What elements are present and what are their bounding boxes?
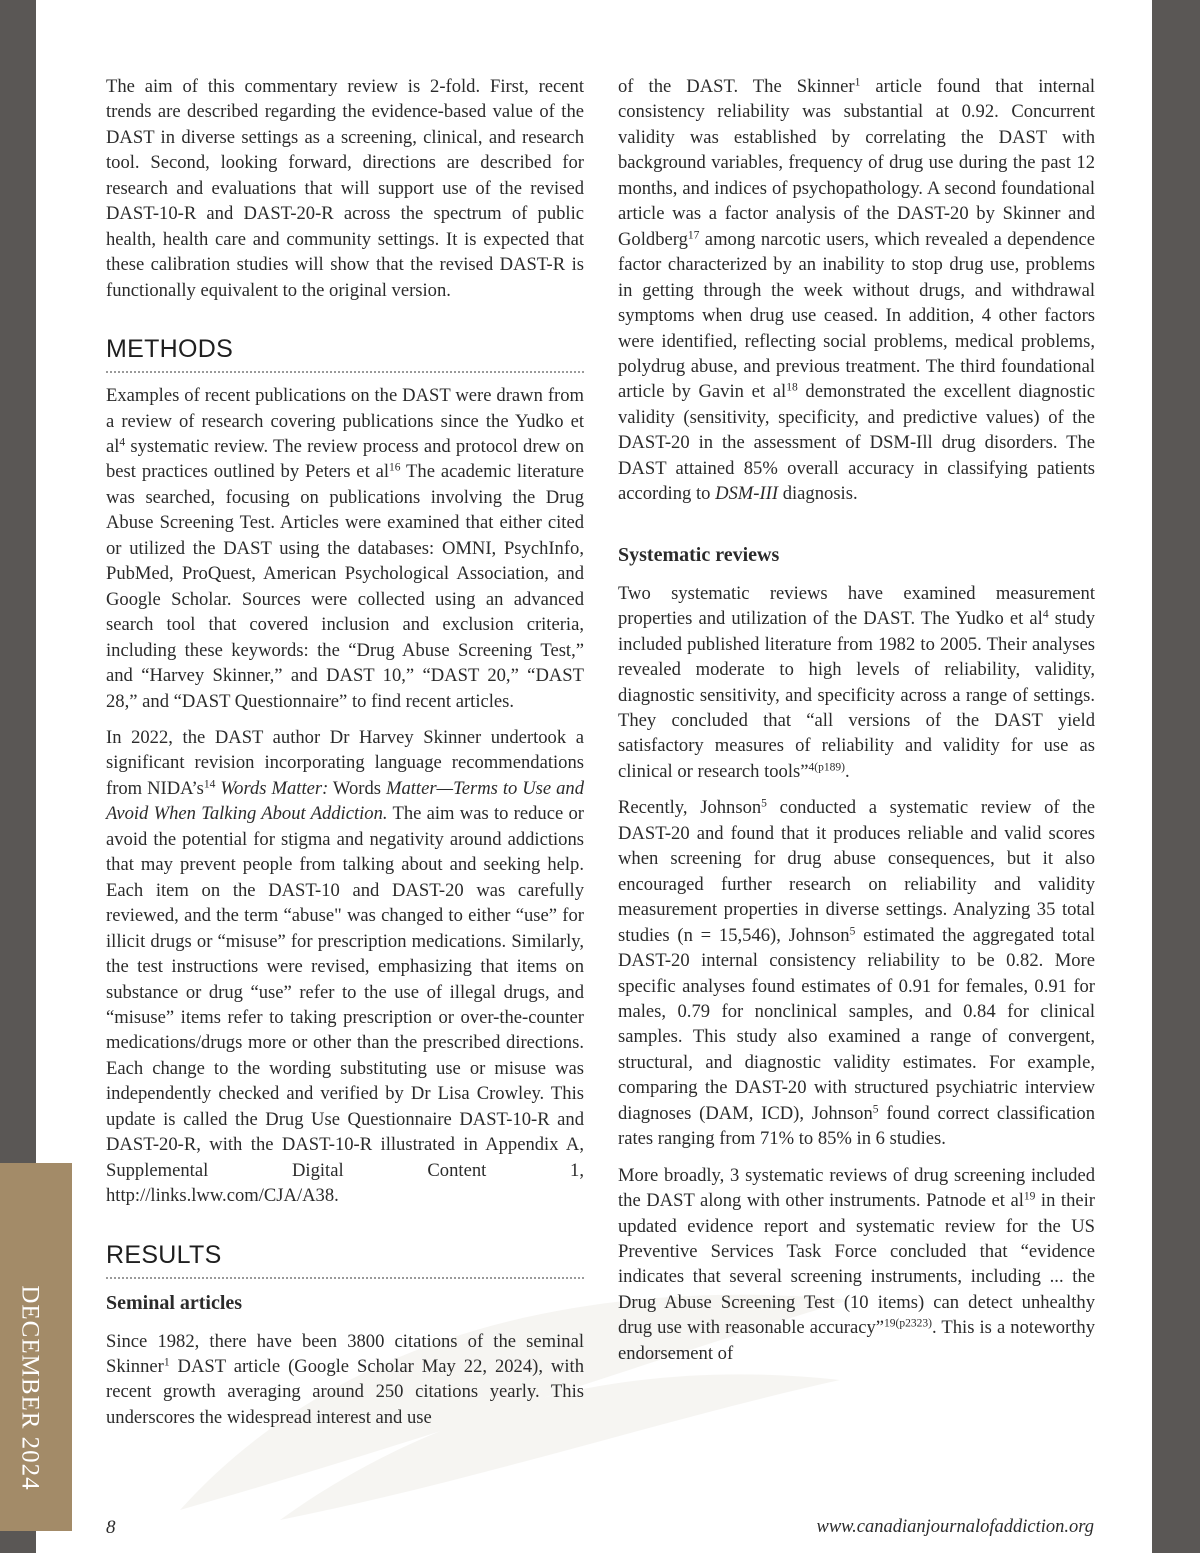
citation-ref: 1 <box>854 76 861 89</box>
citation-ref: 5 <box>761 798 767 810</box>
citation-ref: 5 <box>849 925 856 938</box>
citation-ref: 19 <box>1023 1190 1036 1203</box>
citation-ref: 18 <box>786 382 798 395</box>
citation-ref: 1 <box>163 1356 170 1369</box>
citation-ref: 17 <box>687 229 700 242</box>
citation-ref: 4(p189) <box>808 761 845 774</box>
systematic-reviews-heading: Systematic reviews <box>618 543 780 566</box>
methods-heading: METHODS <box>106 335 234 364</box>
results-heading: RESULTS <box>106 1240 222 1269</box>
seminal-articles-heading: Seminal articles <box>106 1291 243 1314</box>
citation-ref: 14 <box>203 778 216 791</box>
results-divider <box>106 1277 584 1279</box>
methods-paragraph-1: Examples of recent publications on the DAST were drawn from a review of research covering publications since the Yudko et $al^4$ systematic review. The review process and protocol drew on best practices outlined by Peters et $al^{16}$ The academic literature was searched, focusing on publications involving the Drug Abuse Screening Test. Articles were examined that either cited or utilized the DAST using the databases: OMNI, PsychInfo, PubMed, ProQuest, American Psychological Association, and Google Scholar. Sources were collected using an advanced search tool that covered inclusion and exclusion criteria, including these keywords: the “Drug Abuse Screening Test,” and “Harvey Skinner,” and DAST 10,” “DAST 20,” “DAST 28,” and “DAST Questionnaire” to find recent articles. <box>106 385 584 712</box>
citation-ref: 4 <box>1042 608 1049 621</box>
citation-ref: 16 <box>389 462 401 475</box>
citation-ref: 5 <box>872 1103 879 1116</box>
intro-paragraph: The aim of this commentary review is 2-fold. First, recent trends are described regarding the evidence-based value of the DAST in diverse settings as a screening, clinical, and research tool. Second, looking forward, directions are described for research and evaluations that will support use of the revised DAST-10-R and DAST-20-R across the spectrum of public health, health care and community settings. It is expected that these calibration studies will show that the revised DAST-R is functionally equivalent to the original version. <box>106 76 584 301</box>
systematic-reviews-paragraph-3: More broadly, 3 systematic reviews of drug screening included the DAST along with other instruments. Patnode et $al^{19}$ in their updated evidence report and systematic review for the US Preventive Services Task Force concluded that “evidence indicates that several screening instruments, including ... the Drug Abuse Screening Test (10 items) can detect unhealthy drug use with reasonable accuracy”$^{19(p2323)}$. This is a noteworthy endorsement of <box>618 1164 1095 1364</box>
systematic-reviews-paragraph-1: Two systematic reviews have examined measurement properties and utilization of the DAST. The Yudko et $al^4$ study included published literature from 1982 to 2005. Their analyses revealed moderate to high levels of reliability, validity, diagnostic sensitivity, and specificity across a range of settings. They concluded that “all versions of the DAST yield satisfactory measures of reliability and validity for use as clinical or research tools”$^{4(p189)}$. <box>618 582 1095 782</box>
journal-url[interactable]: www.canadianjournalofaddiction.org <box>816 1517 1094 1537</box>
methods-paragraph-2: In 2022, the DAST author Dr Harvey Skinner undertook a significant revision incorporating language recommendations from $NIDA’s^{14}$ Words Matter: Words Matter—Terms to Use and Avoid When Talking About Addiction. The aim was to reduce or avoid the potential for stigma and negativity around addictions that may prevent people from talking about and seeking help. Each item on the DAST-10 and DAST-20 was carefully reviewed, and the term “abuse" was changed to either “use” for illicit drugs or “misuse” for prescription medications. Similarly, the test instructions were revised, emphasizing that items on substance or drug “use” refer to the use of illegal drugs, and “misuse” items refer to taking prescription or over-the-counter medications/drugs more or other than the prescribed directions. Each change to the wording substituting use or misuse was independently checked and verified by Dr Lisa Crowley. This update is called the Drug Use Questionnaire DAST-10-R and DAST-20-R, with the DAST-10-R illustrated in Appendix A, Supplemental Digital Content 1, http://links.lww.com/CJA/A38. <box>106 726 585 1207</box>
citation-ref: 4 <box>119 436 126 449</box>
right-column <box>618 74 1095 1377</box>
issue-date-label <box>0 1258 60 1518</box>
page-number: 8 <box>106 1517 116 1538</box>
seminal-paragraph: Since 1982, there have been 3800 citations of the seminal Skinner$^1$ DAST article (Google Scholar May 22, 2024), with recent growth averaging around 250 citations yearly. This underscores the widespread interest and use <box>106 1330 584 1428</box>
foundational-articles-paragraph: of the DAST. The Skinner$^1$ article found that internal consistency reliability was substantial at 0.92. Concurrent validity was established by correlating the DAST with background variables, frequency of drug use during the past 12 months, and indices of psychopathology. A second foundational article was a factor analysis of the DAST-20 by Skinner and Goldberg$^{17}$ among narcotic users, which revealed a dependence factor characterized by an inability to stop drug use, problems in getting through the week without drugs, and withdrawal symptoms when drug use ceased. In addition, 4 other factors were identified, reflecting social problems, medical problems, polydrug abuse, and previous treatment. The third foundational article by Gavin et $al^{18}$ demonstrated the excellent diagnostic validity (sensitivity, specificity, and predictive values) of the DAST-20 in the assessment of DSM-Ill drug disorders. The DAST attained 85% overall accuracy in classifying patients according to DSM-III diagnosis. <box>618 76 1095 505</box>
citation-ref: 19(p2323) <box>884 1318 932 1331</box>
systematic-reviews-paragraph-2: Recently, Johnson$^5$ conducted a systematic review of the DAST-20 and found that it produces reliable and valid scores when screening for drug abuse consequences, but it also encouraged further research on reliability and validity measurement properties in diverse settings. Analyzing 35 total studies (n = 15,546), Johnson$^5$ estimated the aggregated total DAST-20 internal consistency reliability to be 0.82. More specific analyses found estimates of 0.91 for females, 0.91 for males, 0.79 for nonclinical samples, and 0.84 for clinical samples. This study also examined a range of convergent, structural, and diagnostic validity estimates. For example, comparing the DAST-20 with structured psychiatric interview diagnoses (DAM, ICD), Johnson$^5$ found correct classification rates ranging from 71% to 85% in 6 studies. <box>618 797 1095 1150</box>
left-column <box>106 74 584 1441</box>
issue-date-text: DECEMBER 2024 <box>17 1285 44 1491</box>
right-margin-bar <box>1152 0 1200 1553</box>
methods-divider <box>106 371 584 373</box>
